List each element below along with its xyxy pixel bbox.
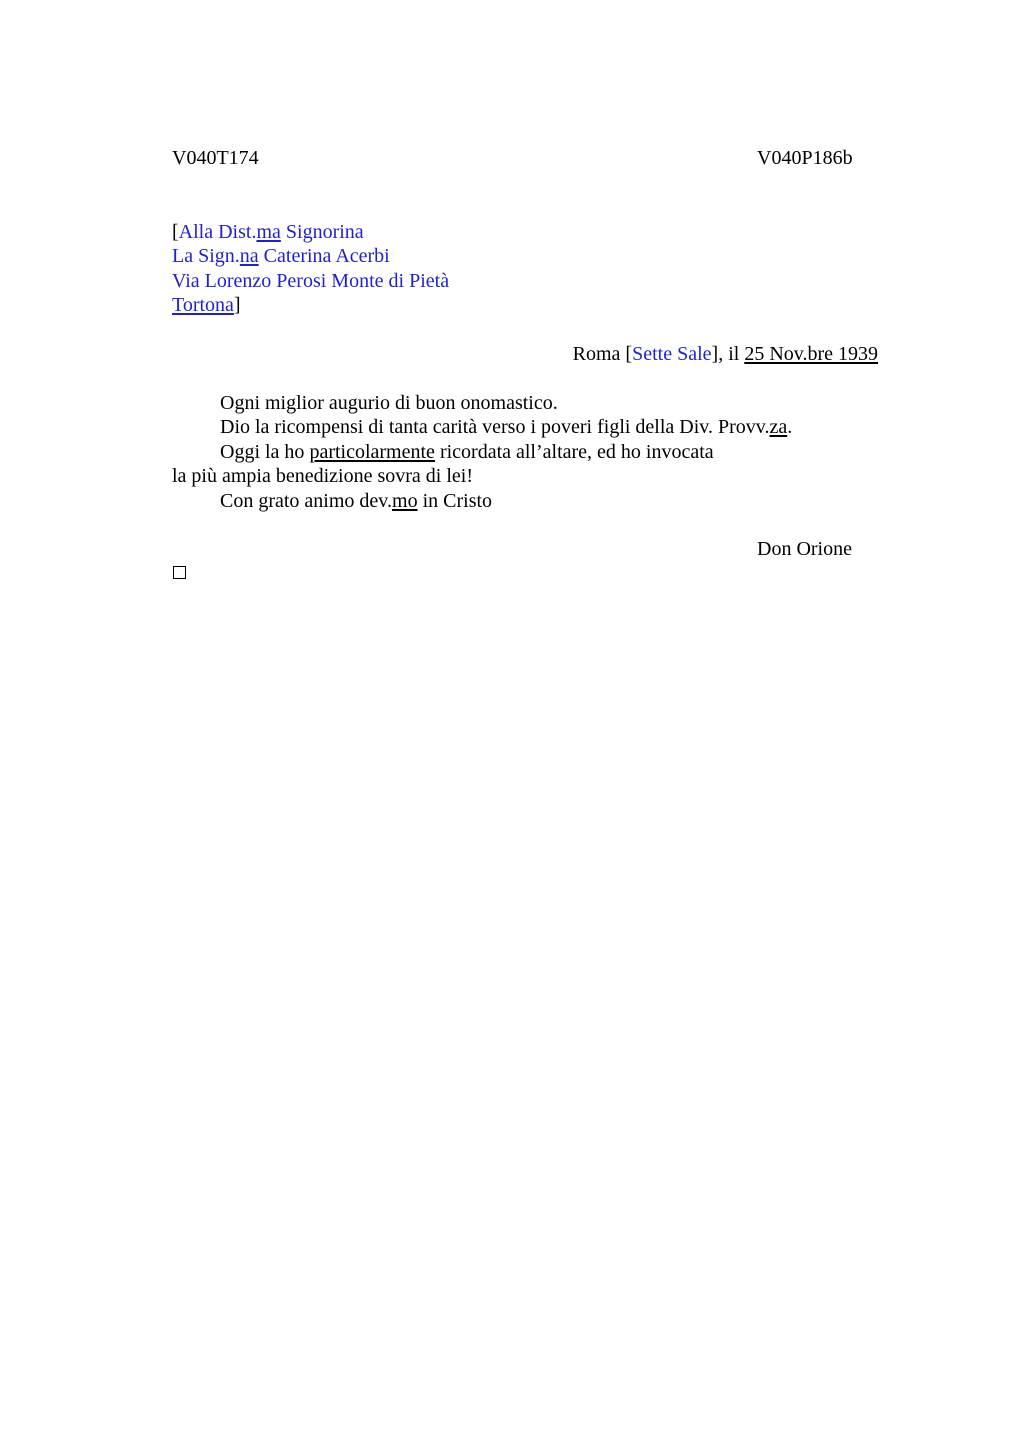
address-line-2 <box>172 244 390 268</box>
address-open-bracket: [ <box>172 221 179 243</box>
body-paragraph-3 <box>220 440 714 464</box>
body-paragraph-2-part-a: Dio la ricompensi di tanta carità verso i poveri figli della Div. Provv. <box>220 416 770 438</box>
body-paragraph-1: Ogni miglior augurio di buon onomastico. <box>220 392 558 414</box>
address-close-bracket: ] <box>233 294 241 316</box>
body-paragraph-4-part-a: Con grato animo dev. <box>220 490 393 512</box>
empty-square-icon <box>173 566 186 579</box>
body-paragraph-3-emphasis: particolarmente <box>309 441 435 463</box>
body-paragraph-3-continuation: la più ampia benedizione sovra di lei! <box>172 465 474 487</box>
body-paragraph-2-abbrev: za <box>769 416 788 438</box>
body-paragraph-4-part-c: in Cristo <box>417 490 493 512</box>
dateline <box>573 342 878 366</box>
address-line-2-part-a: La Sign. <box>172 245 240 267</box>
document-code-left: V040T174 <box>172 147 259 169</box>
body-paragraph-2-part-c: . <box>787 416 793 438</box>
dateline-place: Sette Sale <box>632 343 712 365</box>
document-code-right: V040P186b <box>757 147 853 169</box>
address-line-4 <box>172 293 241 317</box>
address-line-1-part-c: Signorina <box>280 221 364 243</box>
body-paragraph-4-abbrev: mo <box>392 490 418 512</box>
address-line-1-abbrev: ma <box>256 221 281 243</box>
address-line-2-abbrev: na <box>239 245 259 267</box>
address-line-2-part-c: Caterina Acerbi <box>258 245 390 267</box>
body-paragraph-3-part-c: ricordata all’altare, ed ho invocata <box>434 441 714 463</box>
address-line-1-part-a: Alla Dist. <box>178 221 257 243</box>
address-line-1 <box>172 220 364 244</box>
body-paragraph-3-part-a: Oggi la ho <box>220 441 310 463</box>
address-line-3: Via Lorenzo Perosi Monte di Pietà <box>172 270 450 292</box>
address-city: Tortona <box>172 294 234 316</box>
dateline-date: 25 Nov.bre 1939 <box>744 343 878 365</box>
dateline-city: Roma [ <box>572 343 633 365</box>
signature: Don Orione <box>757 538 852 560</box>
dateline-mid: ], il <box>711 343 745 365</box>
body-paragraph-4 <box>220 489 492 513</box>
body-paragraph-2 <box>220 415 792 439</box>
